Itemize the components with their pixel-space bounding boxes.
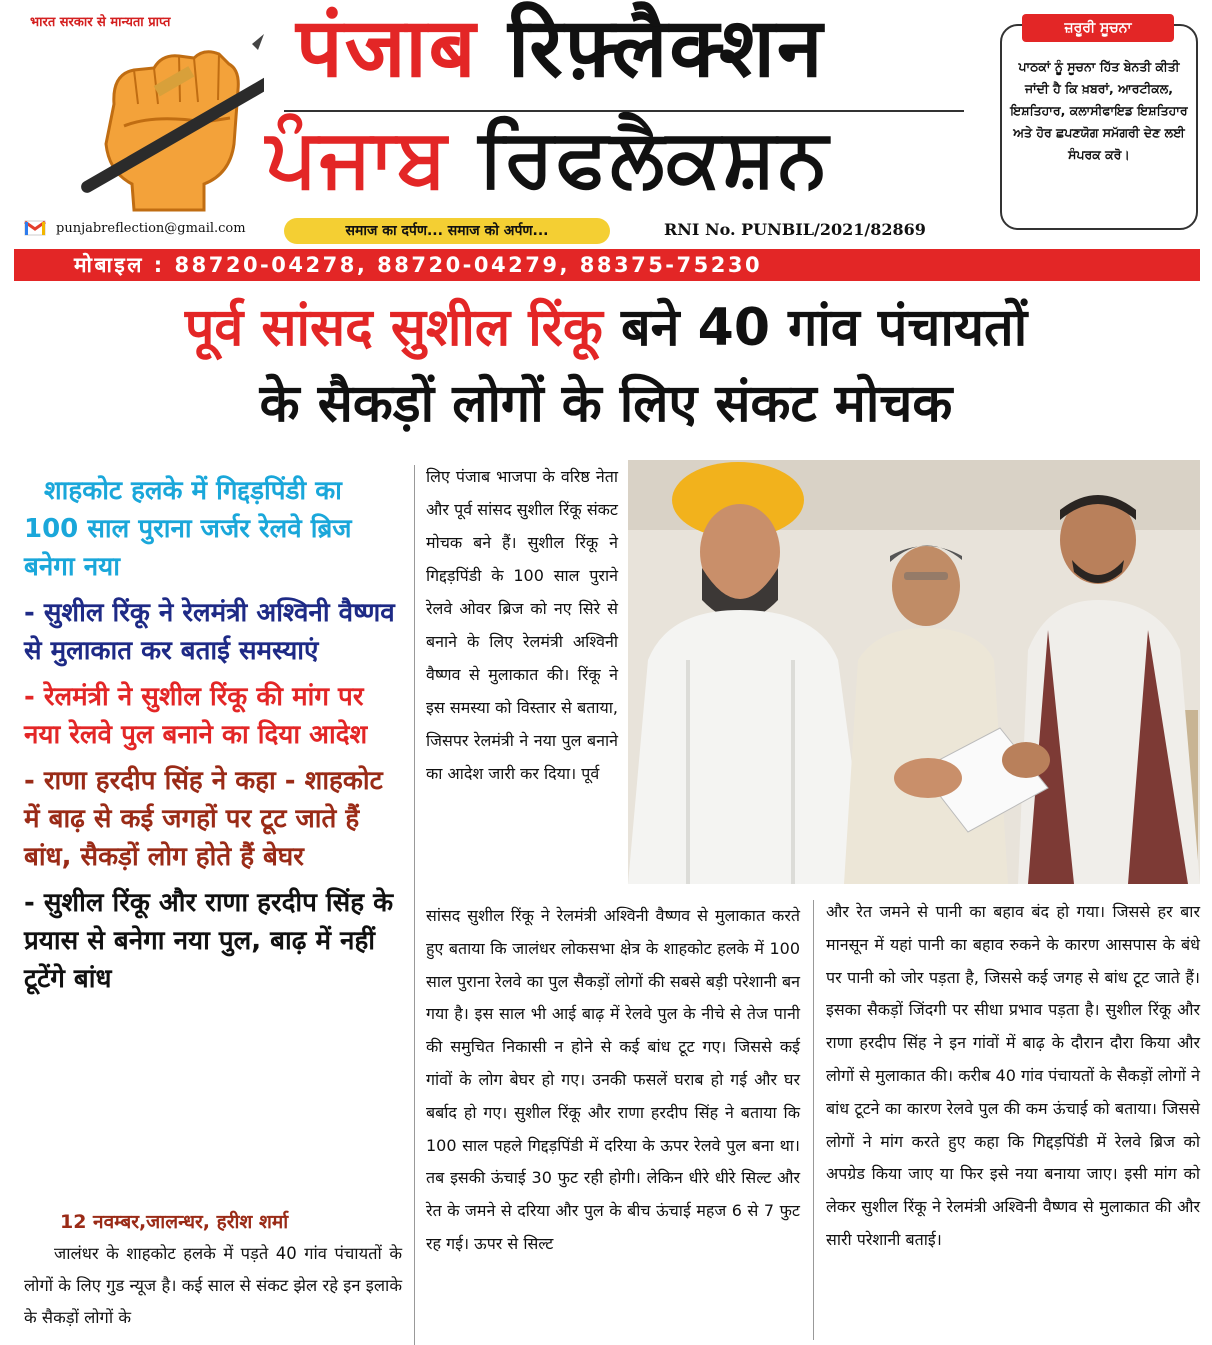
news-photo (628, 460, 1200, 884)
headline-line-1 (0, 290, 1212, 366)
tagline: समाज का दर्पण... समाज को अर्पण... (284, 218, 610, 244)
title-punjabi-word-1: ਪੰਜਾਬ (266, 111, 449, 204)
mobile-numbers-bar: मोबाइल : 88720-04278, 88720-04279, 88375-75230 (14, 249, 1200, 281)
recognition-text: भारत सरकार से मान्यता प्राप्त (30, 15, 171, 30)
highlight-point: - सुशील रिंकू ने रेलमंत्री अश्विनी वैष्णव से मुलाकात कर बताई समस्याएं (24, 598, 395, 666)
rni-number: RNI No. PUNBIL/2021/82869 (664, 220, 926, 239)
title-hindi-word-1: पंजाब (296, 1, 478, 96)
headline-red-part: पूर्व सांसद सुशील रिंकू (184, 298, 603, 358)
notice-title: ਜ਼ਰੂਰੀ ਸੂਚਨਾ (1022, 14, 1174, 42)
notice-body: ਪਾਠਕਾਂ ਨੂੰ ਸੂਚਨਾ ਹਿੱਤ ਬੇਨਤੀ ਕੀਤੀ ਜਾਂਦੀ ਹੈ ਕਿ ਖ਼ਬਰਾਂ, ਆਰਟੀਕਲ, ਇਸ਼ਤਿਹਾਰ, ਕਲਾਸੀਫਾਇਡ ਇਸ਼ਤਿਹਾਰ ਅਤੇ ਹੋਰ ਛਪਣਯੋਗ ਸਮੱਗਰੀ ਦੇਣ ਲਈ ਸੰਪਰਕ ਕਰੋ। (1010, 59, 1188, 162)
highlight-point: - राणा हरदीप सिंह ने कहा - शाहकोट में बाढ़ से कई जगहों पर टूट जाते हैं बांध, सैकड़ों लोग होते हैं बेघर (24, 766, 383, 872)
gmail-icon (24, 220, 46, 236)
highlights-column (24, 472, 402, 1006)
fist-pen-logo-icon (54, 34, 264, 214)
title-punjabi-word-2: ਰਿਫਲੈਕਸ਼ਨ (478, 111, 831, 204)
masthead-logo (14, 12, 276, 217)
email-row (24, 220, 246, 236)
highlight-point: - रेलमंत्री ने सुशील रिंकू की मांग पर नया रेलवे पुल बनाने का दिया आदेश (24, 682, 368, 750)
main-headline (0, 290, 1212, 442)
article-paragraph-mid-top: लिए पंजाब भाजपा के वरिष्ठ नेता और पूर्व सांसद सुशील रिंकू संकट मोचक बने हैं। सुशील रिंकू ने गिद्दड़पिंडी के 100 साल पुराने रेलवे ओवर ब्रिज को नए सिरे से बनाने के लिए रेलमंत्री अश्विनी वैष्णव से मुलाकात की। रिंकू ने इस समस्या को विस्तार से बताया, जिसपर रेलमंत्री ने नया पुल बनाने का आदेश जारी कर दिया। पूर्व (426, 467, 618, 783)
email-address[interactable]: punjabreflection@gmail.com (56, 220, 246, 236)
headline-line-2: के सैकड़ों लोगों के लिए संकट मोचक (259, 374, 953, 434)
article-paragraph-mid-bottom: सांसद सुशील रिंकू ने रेलमंत्री अश्विनी वैष्णव से मुलाकात करते हुए बताया कि जालंधर लोकसभा क्षेत्र के शाहकोट हलके में 100 साल पुराना रेलवे का पुल सैकड़ों लोगों की सबसे बड़ी परेशानी बन गया है। इस साल भी आई बाढ़ में रेलवे पुल के नीचे से तेज पानी की समुचित निकासी न होने से कई बांध टूट गए। जिससे कई गांवों के लोग बेघर हो गए। उनकी फसलें घराब हो गई और घर बर्बाद हो गए। सुशील रिंकू और राणा हरदीप सिंह ने बताया कि 100 साल पहले गिद्दड़पिंडी में दरिया के ऊपर रेलवे पुल बना था। तब इसकी ऊंचाई 30 फुट रही होगी। लेकिन धीरे धीरे सिल्ट और रेत के जमने से दरिया और पुल के बीच ऊंचाई महज 6 से 7 फुट रह गई। ऊपर से सिल्ट (426, 906, 800, 1253)
dateline: 12 नवम्बर,जालन्धर, हरीश शर्मा (60, 1211, 289, 1233)
highlight-point: - सुशील रिंकू और राणा हरदीप सिंह के प्रयास से बनेगा नया पुल, बाढ़ में नहीं टूटेंगे बांध (24, 888, 394, 994)
article-paragraph-left: जालंधर के शाहकोट हलके में पड़ते 40 गांव पंचायतों के लोगों के लिए गुड न्यूज है। कई साल से संकट झेल रहे इन इलाके के सैकड़ों लोगों के (24, 1244, 402, 1327)
headline-black-part: बने 40 गांव पंचायतों (620, 298, 1028, 358)
highlight-point: शाहकोट हलके में गिद्दड़पिंडी का 100 साल पुराना जर्जर रेलवे ब्रिज बनेगा नया (24, 476, 352, 582)
column-divider (414, 465, 415, 1345)
masthead-title-punjabi (266, 111, 831, 204)
article-paragraph-right: और रेत जमने से पानी का बहाव बंद हो गया। जिससे हर बार मानसून में यहां पानी का बहाव रुकने के कारण आसपास के बंधे पर पानी को जोर पड़ता है, जिससे कई जगह से बांध टूट जाते हैं। इसका सैकड़ों जिंदगी पर सीधा प्रभाव पड़ता है। सुशील रिंकू और राणा हरदीप सिंह ने इन गांवों में बाढ़ के दौरान दौरा किया और लोगों से मुलाकात की। करीब 40 गांव पंचायतों के सैकड़ों लोगों ने बांध टूटने का कारण रेलवे पुल की कम ऊंचाई को बताया। जिससे लोगों ने मांग करते हुए कहा कि गिद्दड़पिंडी में रेलवे ब्रिज को अपग्रेड किया जाए या फिर इसे नया बनाया जाए। इसी मांग को लेकर सुशील रिंकू ने रेलमंत्री अश्विनी वैष्णव से मुलाकात की और सारी परेशानी बताई। (826, 902, 1200, 1249)
column-divider (813, 900, 814, 1340)
title-hindi-word-2: रिफ़्लैक्शन (508, 1, 825, 96)
masthead-title-hindi (296, 1, 825, 96)
important-notice-box (1000, 20, 1198, 230)
